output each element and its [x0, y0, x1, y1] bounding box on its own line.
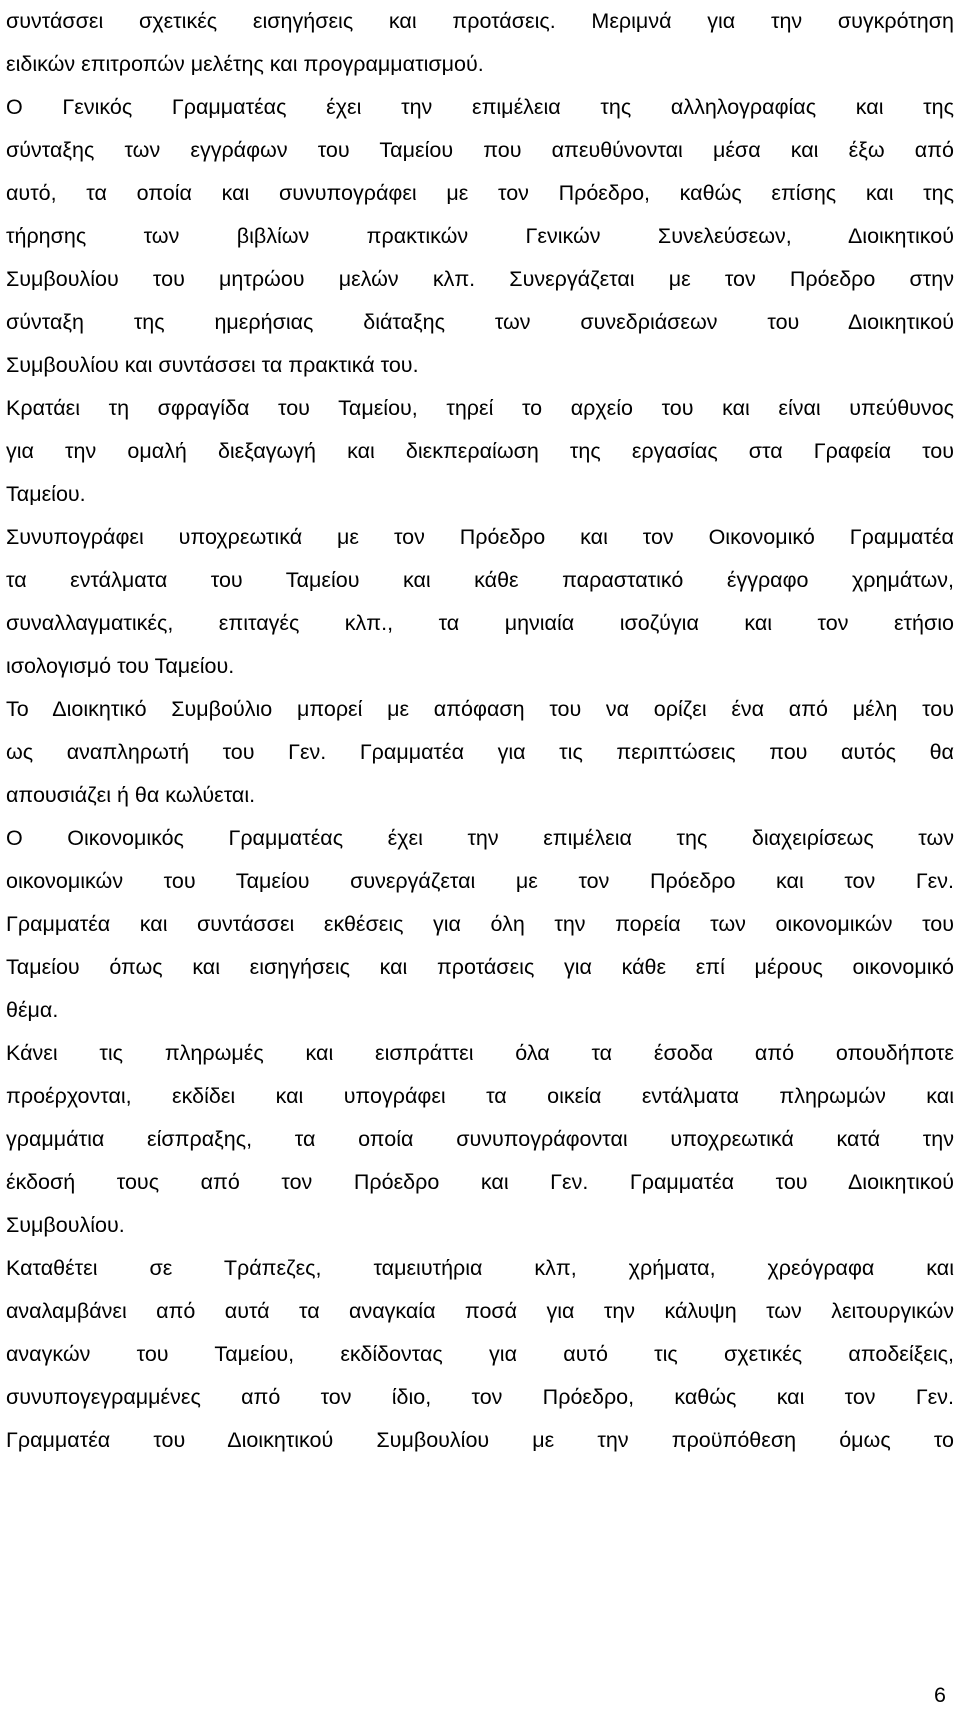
text-line: απουσιάζει ή θα κωλύεται.	[6, 783, 256, 807]
text-line: Ο Γενικός Γραμματέας έχει την επιμέλεια της αλληλογραφίας και της	[6, 95, 954, 119]
text-line: ισολογισμό του Ταμείου.	[6, 654, 235, 678]
text-line: Γραμματέα και συντάσσει εκθέσεις για όλη την πορεία των οικονομικών του	[6, 912, 954, 936]
text-line: αναλαμβάνει από αυτά τα αναγκαία ποσά για την κάλυψη των λειτουργικών	[6, 1299, 954, 1323]
text-line: γραμμάτια είσπραξης, τα οποία συνυπογράφονται υποχρεωτικά κατά την	[6, 1127, 954, 1151]
text-line: σύνταξης των εγγράφων του Ταμείου που απευθύνονται μέσα και έξω από	[6, 138, 954, 162]
text-line: αναγκών του Ταμείου, εκδίδοντας για αυτό τις σχετικές αποδείξεις,	[6, 1342, 954, 1366]
text-line: Συνυπογράφει υποχρεωτικά με τον Πρόεδρο και τον Οικονομικό Γραμματέα	[6, 525, 954, 549]
text-line: ως αναπληρωτή του Γεν. Γραμματέα για τις περιπτώσεις που αυτός θα	[6, 740, 954, 764]
text-line: Ο Οικονομικός Γραμματέας έχει την επιμέλεια της διαχειρίσεως των	[6, 826, 954, 850]
text-line: τα εντάλματα του Ταμείου και κάθε παραστατικό έγγραφο χρημάτων,	[6, 568, 954, 592]
text-line: συντάσσει σχετικές εισηγήσεις και προτάσεις. Μεριμνά για την συγκρότηση	[6, 9, 954, 33]
text-line: Γραμματέα του Διοικητικού Συμβουλίου με την προϋπόθεση όμως το	[6, 1428, 954, 1452]
text-line: Καταθέτει σε Τράπεζες, ταμειυτήρια κλπ, χρήματα, χρεόγραφα και	[6, 1256, 954, 1280]
text-line: Κάνει τις πληρωμές και εισπράττει όλα τα έσοδα από οπουδήποτε	[6, 1041, 954, 1065]
text-line: Συμβουλίου και συντάσσει τα πρακτικά του.	[6, 353, 419, 377]
text-line: προέρχονται, εκδίδει και υπογράφει τα οικεία εντάλματα πληρωμών και	[6, 1084, 954, 1108]
text-line: σύνταξη της ημερήσιας διάταξης των συνεδριάσεων του Διοικητικού	[6, 310, 954, 334]
text-line: αυτό, τα οποία και συνυπογράφει με τον Πρόεδρο, καθώς επίσης και της	[6, 181, 954, 205]
text-line: έκδοσή τους από τον Πρόεδρο και Γεν. Γραμματέα του Διοικητικού	[6, 1170, 954, 1194]
document-page	[6, 0, 954, 1462]
text-line: τήρησης των βιβλίων πρακτικών Γενικών Συνελεύσεων, Διοικητικού	[6, 224, 954, 248]
page-number: 6	[934, 1683, 946, 1707]
text-line: Συμβουλίου.	[6, 1213, 125, 1237]
text-line: οικονομικών του Ταμείου συνεργάζεται με τον Πρόεδρο και τον Γεν.	[6, 869, 954, 893]
text-line: ειδικών επιτροπών μελέτης και προγραμματισμού.	[6, 52, 484, 76]
text-line: για την ομαλή διεξαγωγή και διεκπεραίωση της εργασίας στα Γραφεία του	[6, 439, 954, 463]
text-line: θέμα.	[6, 998, 59, 1022]
text-line: συνυπογεγραμμένες από τον ίδιο, τον Πρόεδρο, καθώς και τον Γεν.	[6, 1385, 954, 1409]
text-line: Συμβουλίου του μητρώου μελών κλπ. Συνεργάζεται με τον Πρόεδρο στην	[6, 267, 954, 291]
text-line: Ταμείου όπως και εισηγήσεις και προτάσεις για κάθε επί μέρους οικονομικό	[6, 955, 954, 979]
text-line: Ταμείου.	[6, 482, 86, 506]
text-line: συναλλαγματικές, επιταγές κλπ., τα μηνιαία ισοζύγια και τον ετήσιο	[6, 611, 954, 635]
text-line: Κρατάει τη σφραγίδα του Ταμείου, τηρεί το αρχείο του και είναι υπεύθυνος	[6, 396, 954, 420]
text-line: Το Διοικητικό Συμβούλιο μπορεί με απόφαση του να ορίζει ένα από μέλη του	[6, 697, 954, 721]
